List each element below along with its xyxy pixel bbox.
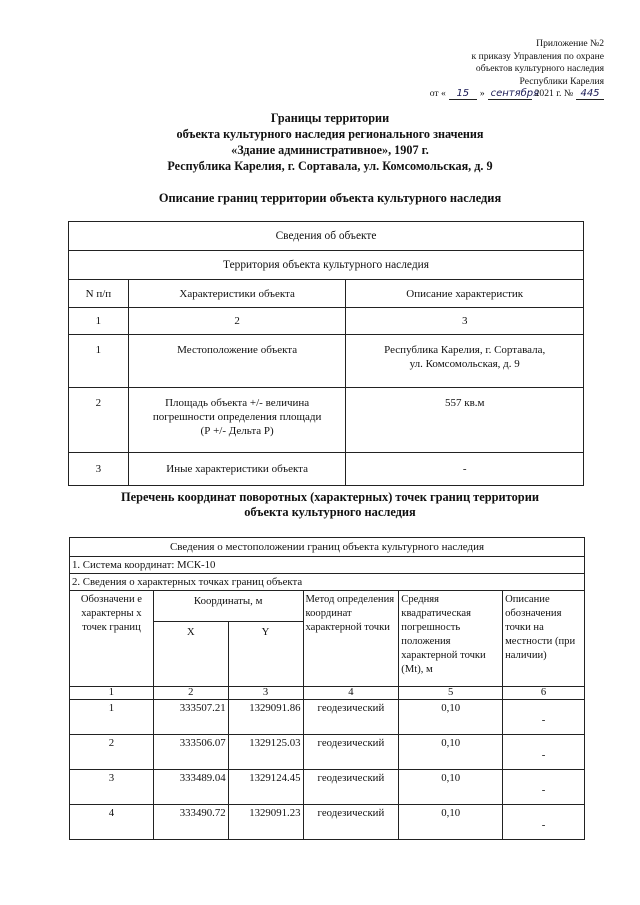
table-row <box>70 700 585 735</box>
point-y: 1329124.45 <box>228 770 303 805</box>
col-number: 1 <box>69 308 129 335</box>
row-characteristic <box>128 388 346 453</box>
document-title <box>90 110 570 174</box>
point-method: геодезический <box>303 700 399 735</box>
point-id: 1 <box>70 700 154 735</box>
point-description: - <box>503 700 585 735</box>
handwritten-order-number: 445 <box>576 89 604 100</box>
handwritten-day: 15 <box>449 89 477 100</box>
point-x: 333507.21 <box>153 700 228 735</box>
points-title-row: 2. Сведения о характерных точках границ объекта <box>70 574 585 591</box>
col-number: 2 <box>153 687 228 700</box>
table-row <box>70 805 585 840</box>
point-method: геодезический <box>303 805 399 840</box>
point-method: геодезический <box>303 735 399 770</box>
header-characteristic: Характеристики объекта <box>128 280 346 308</box>
header-num: N п/п <box>69 280 129 308</box>
point-error: 0,10 <box>399 805 503 840</box>
appendix-line-4: Республики Карелия <box>519 75 604 87</box>
description-line: ул. Комсомольская, д. 9 <box>409 358 520 370</box>
col-number: 5 <box>399 687 503 700</box>
point-description: - <box>503 805 585 840</box>
row-num: 2 <box>69 388 129 453</box>
coord-heading-line-1: Перечень координат поворотных (характерных) точек границ территории <box>121 490 539 504</box>
header-error: Средняя квадратическая погрешность положения характерной точки (Mt), м <box>399 591 503 687</box>
point-id: 4 <box>70 805 154 840</box>
col-number: 1 <box>70 687 154 700</box>
header-coordinates: Координаты, м <box>153 591 303 622</box>
appendix-line-3: объектов культурного наследия <box>475 63 604 75</box>
table-row <box>70 735 585 770</box>
coordinates-heading <box>90 490 570 520</box>
table-row <box>69 453 584 486</box>
col-number: 4 <box>303 687 399 700</box>
coordinates-table <box>69 537 585 840</box>
table-row <box>69 388 584 453</box>
point-error: 0,10 <box>399 735 503 770</box>
row-characteristic: Иные характеристики объекта <box>128 453 346 486</box>
date-prefix: от « <box>429 88 446 100</box>
appendix-line-1: Приложение №2 <box>536 38 604 49</box>
point-y: 1329091.23 <box>228 805 303 840</box>
point-y: 1329125.03 <box>228 735 303 770</box>
col-number: 2 <box>128 308 346 335</box>
row-description: 557 кв.м <box>346 388 584 453</box>
object-info-table <box>68 221 584 486</box>
order-date-line <box>384 88 604 101</box>
point-error: 0,10 <box>399 770 503 805</box>
point-x: 333506.07 <box>153 735 228 770</box>
row-characteristic: Местоположение объекта <box>128 335 346 388</box>
coordinate-system-row: 1. Система координат: МСК-10 <box>70 557 585 574</box>
object-table-subtitle: Территория объекта культурного наследия <box>69 251 584 280</box>
point-error: 0,10 <box>399 700 503 735</box>
header-description: Описание характеристик <box>346 280 584 308</box>
point-description: - <box>503 770 585 805</box>
col-number: 3 <box>228 687 303 700</box>
title-line-1: Границы территории <box>270 111 390 125</box>
table-row <box>69 335 584 388</box>
date-quote-close: » <box>479 88 485 100</box>
row-num: 3 <box>69 453 129 486</box>
point-x: 333489.04 <box>153 770 228 805</box>
row-description: - <box>346 453 584 486</box>
header-y: Y <box>228 622 303 687</box>
date-year: 2021 г. № <box>534 88 573 100</box>
point-y: 1329091.86 <box>228 700 303 735</box>
col-number: 6 <box>503 687 585 700</box>
handwritten-month: сентября <box>488 89 532 100</box>
table-row <box>70 770 585 805</box>
title-line-3: «Здание административное», 1907 г. <box>231 143 429 157</box>
description-line: Республика Карелия, г. Сортавала, <box>384 344 546 356</box>
header-designation: Обозначени е характерны х точек границ <box>70 591 154 687</box>
header-method: Метод определения координат характерной точки <box>303 591 399 687</box>
header-x: X <box>153 622 228 687</box>
point-x: 333490.72 <box>153 805 228 840</box>
col-number: 3 <box>346 308 584 335</box>
characteristic-line: погрешности определения площади <box>152 411 322 423</box>
coord-table-title: Сведения о местоположении границ объекта культурного наследия <box>70 538 585 557</box>
characteristic-line: Площадь объекта +/- величина <box>165 397 310 409</box>
appendix-line-2: к приказу Управления по охране <box>471 50 604 62</box>
appendix-block <box>384 38 604 101</box>
description-heading: Описание границ территории объекта культурного наследия <box>158 191 502 205</box>
characteristic-line: (Р +/- Дельта Р) <box>200 425 274 437</box>
point-id: 2 <box>70 735 154 770</box>
row-description <box>346 335 584 388</box>
point-id: 3 <box>70 770 154 805</box>
header-point-description: Описание обозначения точки на местности (при наличии) <box>503 591 585 687</box>
point-description: - <box>503 735 585 770</box>
row-num: 1 <box>69 335 129 388</box>
title-line-2: объекта культурного наследия регионального значения <box>176 127 484 141</box>
title-line-4: Республика Карелия, г. Сортавала, ул. Комсомольская, д. 9 <box>167 159 493 173</box>
coord-heading-line-2: объекта культурного наследия <box>244 505 416 519</box>
point-method: геодезический <box>303 770 399 805</box>
object-table-title: Сведения об объекте <box>69 222 584 251</box>
